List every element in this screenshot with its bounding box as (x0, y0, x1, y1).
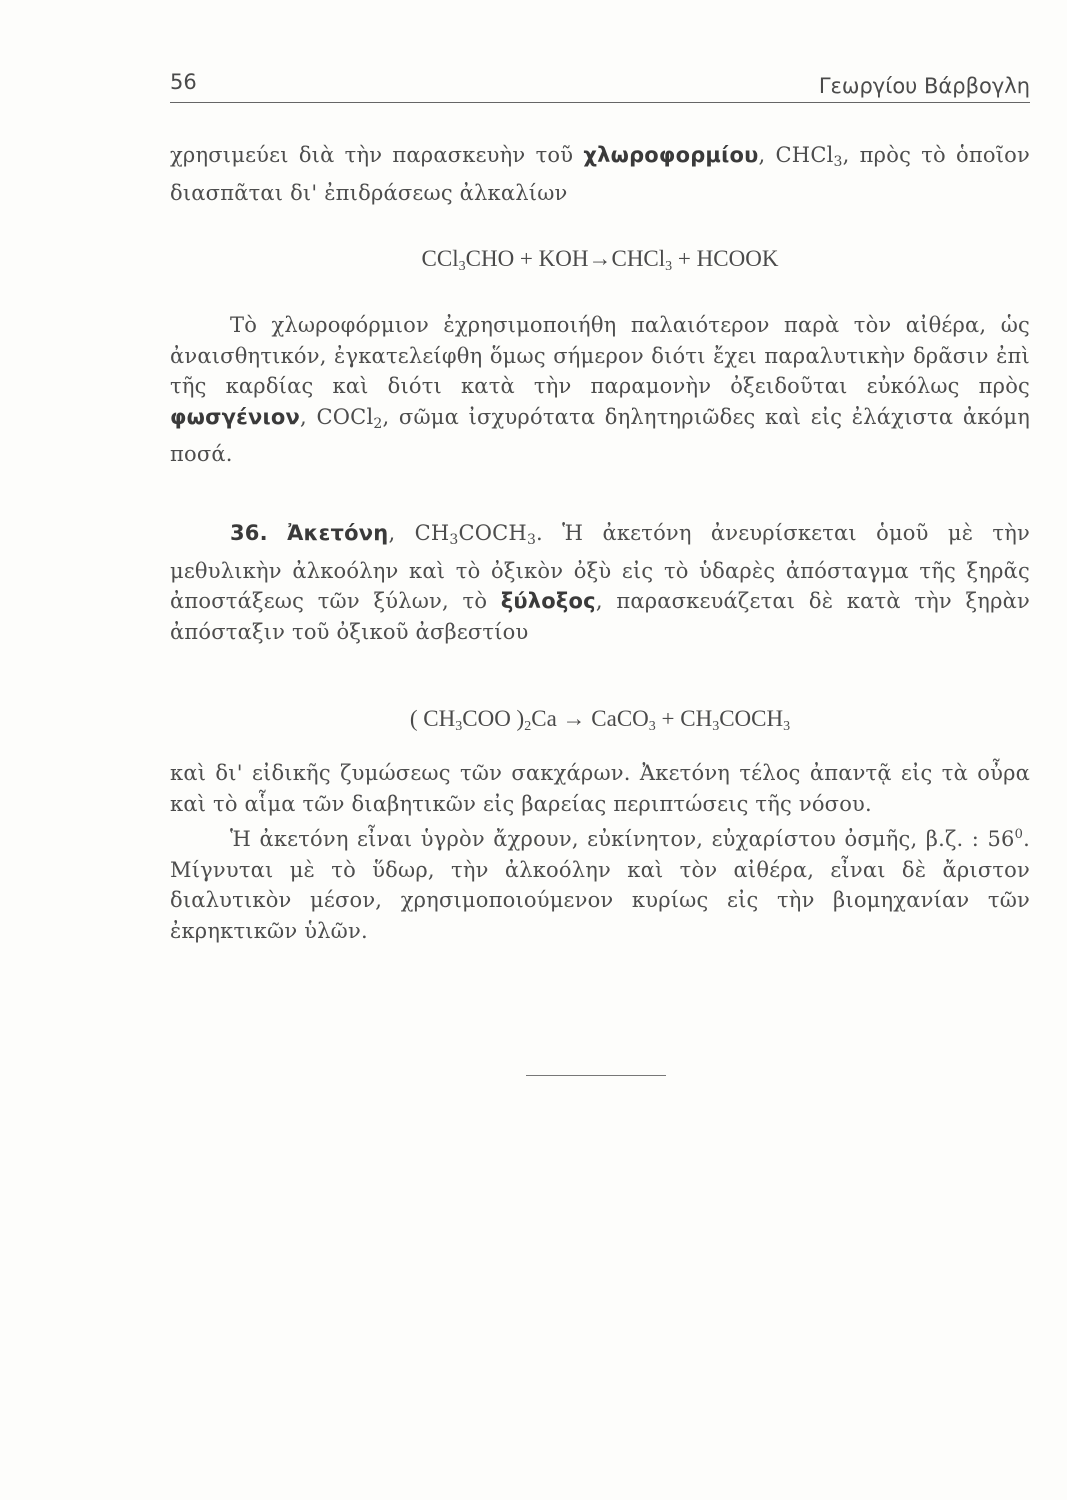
formula-acetone-preparation: ( $CH_3COO$ )$_2Ca$ → CaCO$_3$ + $CH_3COCH_3$ (409, 706, 791, 734)
page-header (170, 68, 1030, 103)
section-title: Ἀκετόνη (287, 521, 389, 545)
term-xyloxos: ξύλοξος (500, 589, 596, 613)
section-number: 36. (230, 521, 268, 545)
formula-chloral-reaction: CCl$_3$CHO + KOH→CHCl$_3$ + HCOOK (421, 246, 779, 274)
running-head: Γεωργίου Βάρβογλη (818, 74, 1030, 98)
paragraph-chloroform-use: χρησιμεύει διὰ τὴν παρασκευὴν τοῦ χλωροφορμίου, CHCl$_3$, πρὸς τὸ ὁποῖον διασπᾶται δι' ἐπιδράσεως ἀλκαλίων (170, 143, 1030, 205)
section-end-rule (526, 1075, 666, 1076)
paragraph-acetone-occurrence: καὶ δι' εἰδικῆς ζυμώσεως τῶν σακχάρων. Ἀκετόνη τέλος ἀπαντᾷ εἰς τὰ οὖρα καὶ τὸ αἷμα τῶν διαβητικῶν εἰς βαρείας περιπτώσεις τῆς νόσου. (170, 761, 1030, 816)
term-phosgene: φωσγένιον (170, 404, 301, 429)
paragraph-acetone-properties: Ἡ ἀκετόνη εἶναι ὑγρὸν ἄχρουν, εὐκίνητον, εὐχαρίστου ὀσμῆς, β.ζ. : $56^0$. Μίγνυται μὲ τὸ ὕδωρ, τὴν ἀλκοόλην καὶ τὸν αἰθέρα, εἶναι δὲ ἄριστον διαλυτικὸν μέσον, χρησιμοποιούμενον κυρίως εἰς τὴν βιομηχανίαν τῶν ἐκρηκτικῶν ὑλῶν. (170, 827, 1030, 943)
paragraph-chloroform-history: Τὸ χλωροφόρμιον ἐχρησιμοποιήθη παλαιότερον παρὰ τὸν αἰθέρα, ὡς ἀναισθητικόν, ἐγκατελείφθη ὅμως σήμερον διότι ἔχει παραλυτικὴν δρᾶσιν ἐπὶ τῆς καρδίας καὶ διότι κατὰ τὴν παραμονὴν ὀξειδοῦται εὐκόλως πρὸς φωσγένιον, COCl$_2$, σῶμα ἰσχυρότατα δηλητηριῶδες καὶ εἰς ἐλάχιστα ἀκόμη ποσά. (170, 313, 1030, 466)
term-chloroform: χλωροφορμίου (583, 143, 759, 167)
section-36-acetone: 36. Ἀκετόνη, $CH_3COCH_3$. Ἡ ἀκετόνη ἀνευρίσκεται ὁμοῦ μὲ τὴν μεθυλικὴν ἀλκοόλην καὶ τὸ ὀξικὸν ὀξὺ εἰς τὸ ὑδαρὲς ἀπόσταγμα τῆς ξηρᾶς ἀποστάξεως τῶν ξύλων, τὸ ξύλοξος, παρασκευάζεται δὲ κατὰ τὴν ξηρὰν ἀπόσταξιν τοῦ ὀξικοῦ ἀσβεστίου (170, 521, 1030, 644)
page-number: 56 (170, 70, 197, 94)
